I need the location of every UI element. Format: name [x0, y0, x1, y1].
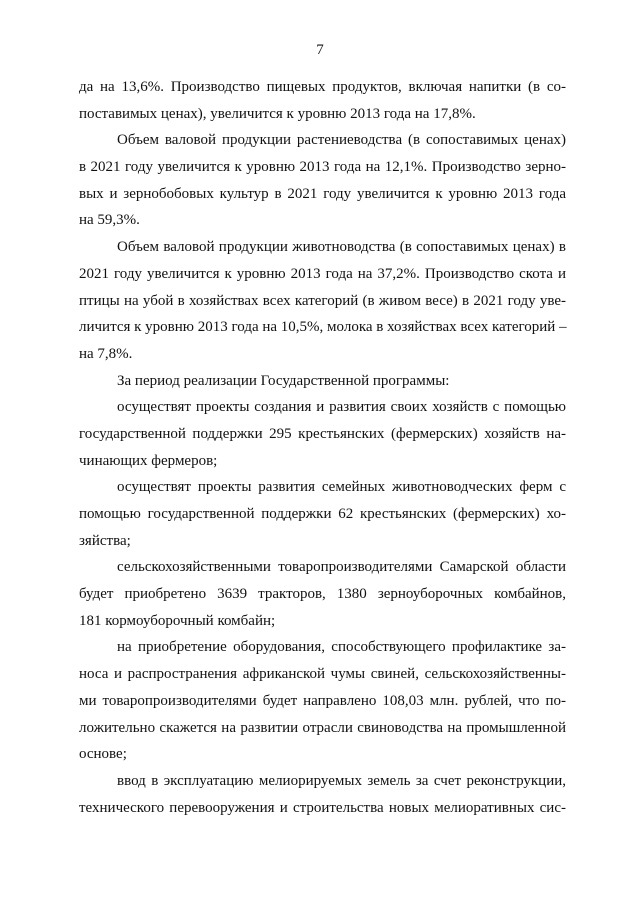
text-line: государственной поддержки 295 крестьянских (фермерских) хозяйств на- [79, 425, 566, 442]
text-line: на приобретение оборудования, способствующего профилактике за- [117, 639, 566, 656]
text-line: технического перевооружения и строительства новых мелиоративных сис- [79, 799, 566, 816]
text-line: на 59,3%. [79, 212, 140, 229]
text-line: ложительно скажется на развитии отрасли свиноводства на промышленной [79, 719, 566, 736]
text-line: Объем валовой продукции растениеводства (в сопоставимых ценах) [117, 132, 566, 149]
text-line: птицы на убой в хозяйствах всех категорий (в живом весе) в 2021 году уве- [79, 292, 566, 309]
text-line: ми товаропроизводителями будет направлено 108,03 млн. рублей, что по- [79, 692, 566, 709]
text-line: в 2021 году увеличится к уровню 2013 года на 12,1%. Производство зерно- [79, 159, 566, 176]
text-line: вых и зернобобовых культур в 2021 году увеличится к уровню 2013 года [79, 185, 566, 202]
text-line: осуществят проекты создания и развития своих хозяйств с помощью [117, 399, 566, 416]
text-line: 181 кормоуборочный комбайн; [79, 612, 276, 629]
text-line: помощью государственной поддержки 62 крестьянских (фермерских) хо- [79, 506, 566, 522]
document-body [79, 74, 566, 821]
text-line: зяйства; [79, 532, 131, 549]
text-line: Объем валовой продукции животноводства (в сопоставимых ценах) в [117, 239, 566, 256]
text-line: да на 13,6%. Производство пищевых продуктов, включая напитки (в со- [79, 79, 566, 95]
text-line: основе; [79, 746, 127, 763]
text-line: чинающих фермеров; [79, 452, 218, 469]
text-line: личится к уровню 2013 года на 10,5%, молока в хозяйствах всех категорий – [79, 319, 567, 336]
text-line: ввод в эксплуатацию мелиорируемых земель за счет реконструкции, [117, 772, 566, 789]
text-line: сельскохозяйственными товаропроизводителями Самарской области [117, 559, 566, 576]
text-line: осуществят проекты развития семейных животноводческих ферм с [117, 479, 566, 496]
text-line: будет приобретено 3639 тракторов, 1380 зерноуборочных комбайнов, [79, 586, 566, 603]
text-line: носа и распространения африканской чумы свиней, сельскохозяйственны- [79, 666, 566, 683]
text-line: 2021 году увеличится к уровню 2013 года на 37,2%. Производство скота и [79, 265, 566, 282]
text-line: на 7,8%. [79, 345, 133, 362]
page-number: 7 [316, 42, 324, 58]
text-line: поставимых ценах), увеличится к уровню 2013 года на 17,8%. [79, 105, 476, 122]
text-line: За период реализации Государственной программы: [117, 372, 450, 389]
